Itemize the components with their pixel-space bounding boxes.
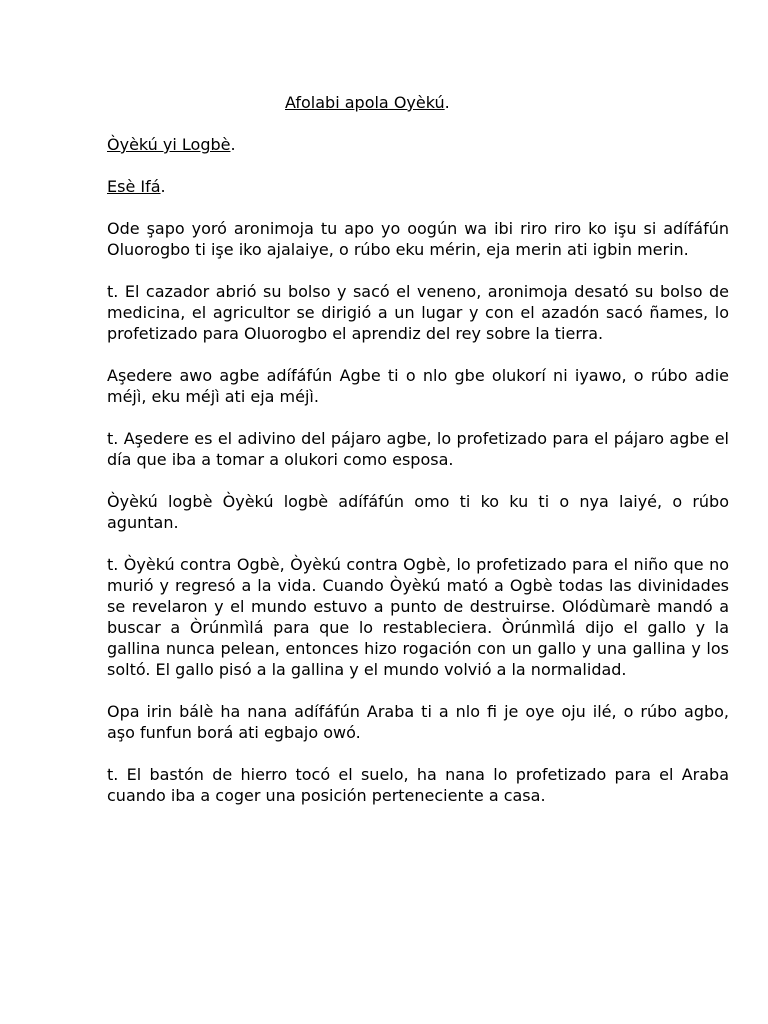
paragraph-6: t. Òyèkú contra Ogbè, Òyèkú contra Ogbè, lo profetizado para el niño que no murió y regresó a la vida. Cuando Òyèkú mató a Ogbè todas las divinidades se revelaron y el mundo estuvo a punto de destruirse. Olódùmarè mandó a buscar a Òrúnmìlá para que lo restableciera. Òrúnmìlá dijo el gallo y la gallina nunca pelean, entonces hizo rogación con un gallo y una gallina y los soltó. El gallo pisó a la gallina y el mundo volvió a la normalidad. [107,555,729,679]
paragraph-1: Ode şapo yoró aronimoja tu apo yo oogún wa ibi riro riro ko işu si adífáfún Oluorogbo ti işe iko ajalaiye, o rúbo eku mérin, eja merin ati igbin merin. [107,219,729,259]
document-page [107,92,729,827]
section-heading-text: Esè Ifá [107,177,161,196]
section-heading [107,176,729,197]
paragraph-5: Òyèkú logbè Òyèkú logbè adífáfún omo ti ko ku ti o nya laiyé, o rúbo aguntan. [107,492,729,532]
sign-heading-text: Òyèkú yi Logbè [107,135,231,154]
sign-heading [107,134,729,155]
title-period: . [444,93,450,112]
paragraph-7: Opa irin bálè ha nana adífáfún Araba ti a nlo fi je oye oju ilé, o rúbo agbo, aşo funfun borá ati egbajo owó. [107,702,729,742]
title-text: Afolabi apola Oyèkú [285,93,445,112]
paragraph-3: Aşedere awo agbe adífáfún Agbe ti o nlo gbe olukorí ni iyawo, o rúbo adie méjì, eku méjì ati eja méjì. [107,366,729,406]
section-heading-period: . [160,177,166,196]
document-title [107,92,729,113]
paragraph-4: t. Aşedere es el adivino del pájaro agbe, lo profetizado para el pájaro agbe el día que iba a tomar a olukori como esposa. [107,429,729,469]
paragraph-2: t. El cazador abrió su bolso y sacó el veneno, aronimoja desató su bolso de medicina, el agricultor se dirigió a un lugar y con el azadón sacó ñames, lo profetizado para Oluorogbo el aprendiz del rey sobre la tierra. [107,282,729,343]
paragraph-8: t. El bastón de hierro tocó el suelo, ha nana lo profetizado para el Araba cuando iba a coger una posición perteneciente a casa. [107,765,729,805]
sign-heading-period: . [230,135,236,154]
